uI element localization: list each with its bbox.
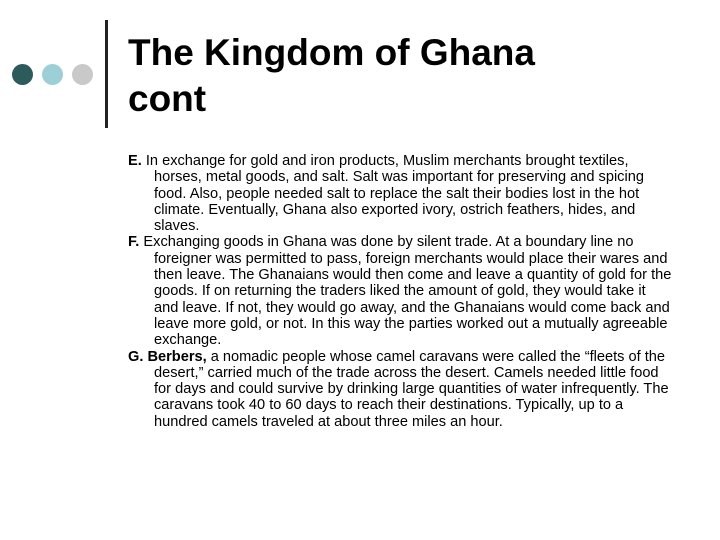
decorative-dots — [12, 64, 96, 86]
title-line-1: The Kingdom of Ghana — [128, 32, 535, 73]
paragraph-f-lead: F. — [128, 234, 140, 251]
gray-dot-icon — [72, 64, 93, 85]
paragraph-e-text: In exchange for gold and iron products, Muslim merchants brought textiles, horses, metal goods, and salt. Salt was important for preserving and spicing food. Also, people needed salt to replace the salt their bodies lost in the hot climate. Eventually, Ghana also exported ivory, ostrich feathers, hides, and slaves. — [141, 153, 644, 235]
paragraph-e-lead: E. — [128, 153, 142, 169]
title-divider — [105, 20, 108, 128]
title-line-2: cont — [128, 78, 207, 119]
paragraph-g-lead: G. Berbers, — [128, 348, 207, 365]
paragraph-g-text: a nomadic people whose camel caravans were called the “fleets of the desert,” carried much of the trade across the desert. Camels needed little food for days and could survive by drinking large quantities of water infrequently. The caravans took 40 to 60 days to reach their destinations. Typically, up to a hundred camels traveled at about three miles an hour. — [154, 348, 669, 430]
paragraph-g — [128, 349, 673, 430]
dark-teal-dot-icon — [12, 64, 33, 85]
slide-body — [128, 153, 673, 430]
paragraph-f-text: Exchanging goods in Ghana was done by silent trade. At a boundary line no foreigner was permitted to pass, foreign merchants would place their wares and then leave. The Ghanaians would then come and leave a quantity of gold for the goods. If on returning the traders liked the amount of gold, they would take it and leave. If not, they would go away, and the Ghanaians would come back and leave more gold, or not. In this way the parties worked out a mutually agreeable exchange. — [139, 234, 672, 349]
light-teal-dot-icon — [42, 64, 63, 85]
paragraph-f — [128, 234, 673, 348]
paragraph-e — [128, 153, 673, 234]
slide-title — [128, 30, 688, 122]
